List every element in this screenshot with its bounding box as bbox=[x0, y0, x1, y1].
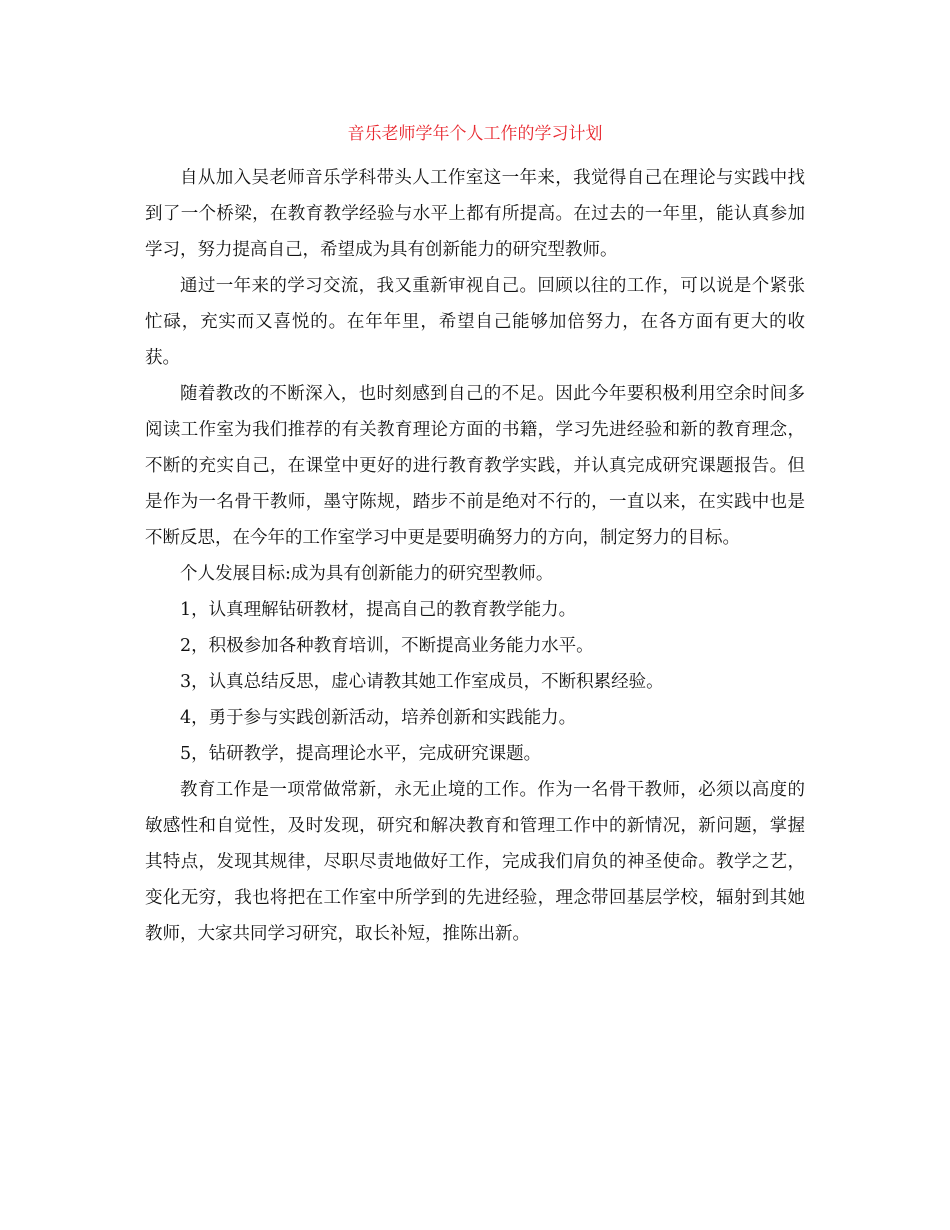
paragraph-plan: 随着教改的不断深入，也时刻感到自己的不足。因此今年要积极利用空余时间多阅读工作室为我们推荐的有关教育理论方面的书籍，学习先进经验和新的教育理念，不断的充实自己，在课堂中更好的进行教育教学实践，并认真完成研究课题报告。但是作为一名骨干教师，墨守陈规，踏步不前是绝对不行的，一直以来，在实践中也是不断反思，在今年的工作室学习中更是要明确努力的方向，制定努力的目标。 bbox=[145, 384, 805, 548]
list-item-goal-1: 1，认真理解钻研教材，提高自己的教育教学能力。 bbox=[180, 600, 577, 620]
document-title: 音乐老师学年个人工作的学习计划 bbox=[347, 124, 603, 144]
paragraph-intro: 自从加入吴老师音乐学科带头人工作室这一年来，我觉得自己在理论与实践中找到了一个桥梁，在教育教学经验与水平上都有所提高。在过去的一年里，能认真参加学习，努力提高自己，希望成为具有创新能力的研究型教师。 bbox=[145, 168, 805, 260]
paragraph-conclusion: 教育工作是一项常做常新，永无止境的工作。作为一名骨干教师，必须以高度的敏感性和自觉性，及时发现，研究和解决教育和管理工作中的新情况，新问题，掌握其特点，发现其规律，尽职尽责地做好工作，完成我们肩负的神圣使命。教学之艺，变化无穷，我也将把在工作室中所学到的先进经验，理念带回基层学校，辐射到其她教师，大家共同学习研究，取长补短，推陈出新。 bbox=[145, 780, 805, 944]
list-item-goal-2: 2，积极参加各种教育培训，不断提高业务能力水平。 bbox=[180, 636, 594, 656]
paragraph-review: 通过一年来的学习交流，我又重新审视自己。回顾以往的工作，可以说是个紧张忙碌，充实而又喜悦的。在年年里，希望自己能够加倍努力，在各方面有更大的收获。 bbox=[145, 276, 805, 368]
paragraph-goal: 个人发展目标:成为具有创新能力的研究型教师。 bbox=[180, 564, 554, 584]
list-item-goal-3: 3，认真总结反思，虚心请教其她工作室成员，不断积累经验。 bbox=[180, 672, 664, 692]
document-body bbox=[145, 160, 805, 952]
list-item-goal-4: 4，勇于参与实践创新活动，培养创新和实践能力。 bbox=[180, 708, 577, 728]
list-item-goal-5: 5，钻研教学，提高理论水平，完成研究课题。 bbox=[180, 744, 542, 764]
